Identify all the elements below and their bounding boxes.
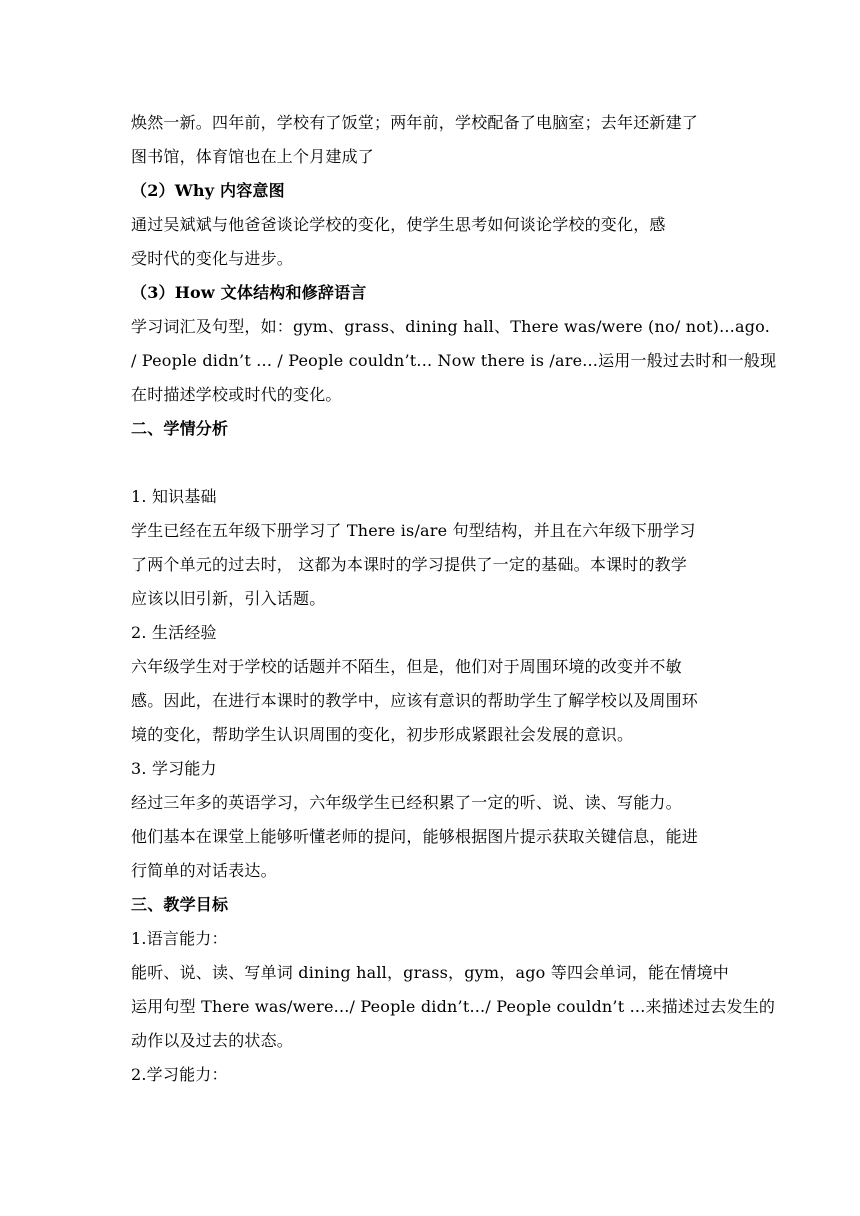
body-line: / People didn’t ... / People couldn’t... Now there is /are...运用一般过去时和一般现 [131,351,777,370]
body-line: 境的变化，帮助学生认识周围的变化，初步形成紧跟社会发展的意识。 [131,725,634,744]
body-line: 他们基本在课堂上能够听懂老师的提问，能够根据图片提示获取关键信息，能进 [131,827,699,846]
body-line: 学生已经在五年级下册学习了 There is/are 句型结构，并且在六年级下册学习 [131,521,696,540]
document-page [131,106,777,1092]
section-heading: （3）How 文体结构和修辞语言 [131,283,367,302]
body-line: 受时代的变化与进步。 [131,249,294,268]
body-line: 感。因此，在进行本课时的教学中，应该有意识的帮助学生了解学校以及周围环 [131,691,699,710]
subheading-line: 3. 学习能力 [131,759,217,778]
body-line: 运用句型 There was/were.../ People didn’t.../ People couldn’t ...来描述过去发生的 [131,997,776,1016]
body-line: 经过三年多的英语学习，六年级学生已经积累了一定的听、说、读、写能力。 [131,793,682,812]
section-heading: 三、教学目标 [131,895,229,914]
subheading-line: 1.语言能力： [131,929,228,948]
blank-line [131,446,731,480]
body-line: 能听、说、读、写单词 dining hall，grass，gym，ago 等四会单词，能在情境中 [131,963,729,982]
subheading-line: 2. 生活经验 [131,623,217,642]
body-line: 图书馆，体育馆也在上个月建成了 [131,147,375,166]
body-line: 行简单的对话表达。 [131,861,277,880]
body-line: 六年级学生对于学校的话题并不陌生，但是，他们对于周围环境的改变并不敏 [131,657,682,676]
subheading-line: 1. 知识基础 [131,487,217,506]
section-heading: （2）Why 内容意图 [131,181,285,200]
section-heading: 二、学情分析 [131,419,229,438]
body-line: 学习词汇及句型，如：gym、grass、dining hall、There was/were (no/ not)...ago. [131,317,770,336]
body-line: 应该以旧引新，引入话题。 [131,589,326,608]
body-line: 通过吴斌斌与他爸爸谈论学校的变化，使学生思考如何谈论学校的变化，感 [131,215,666,234]
body-line: 在时描述学校或时代的变化。 [131,385,342,404]
body-line: 焕然一新。四年前，学校有了饭堂；两年前，学校配备了电脑室；去年还新建了 [131,113,699,132]
body-line: 动作以及过去的状态。 [131,1031,294,1050]
subheading-line: 2.学习能力： [131,1065,228,1084]
body-line: 了两个单元的过去时， 这都为本课时的学习提供了一定的基础。本课时的教学 [131,555,688,574]
